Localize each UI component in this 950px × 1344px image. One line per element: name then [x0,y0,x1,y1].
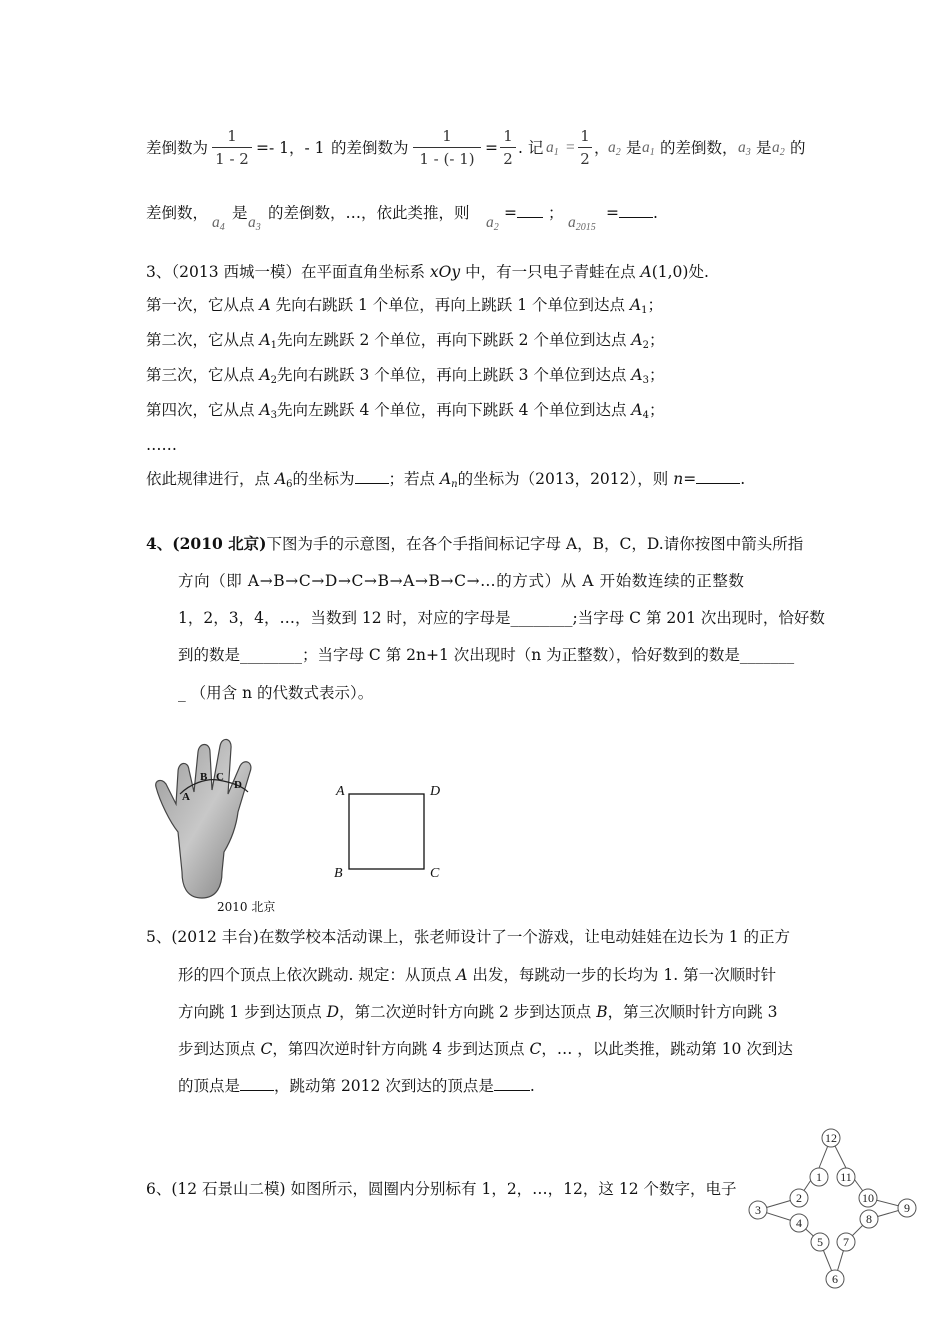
p2-line1-b: =- 1，- 1 [256,139,325,157]
p2-line1-h: 是 [756,139,772,157]
p3-header: 3、（2013 西城一模）在平面直角坐标系 xOy 中，有一只电子青蛙在点 A(1,0)处. [146,263,709,281]
p3-step-1: 第一次，它从点 A 先向右跳跃 1 个单位，再向上跳跃 1 个单位到达点 $A_1$； [146,296,664,316]
number-circle-diagram [740,1122,920,1302]
square-diagram [330,780,450,885]
hand-label-c: C [216,771,224,783]
circle-label-10: 10 [862,1191,874,1205]
p2-line1-g: 的差倒数， [660,139,738,157]
p2-line1-f: 是 [626,139,642,157]
circle-label-4: 4 [796,1216,802,1230]
circle-label-3: 3 [755,1203,761,1217]
p5-line-1: 5、(2012 丰台)在数学校本活动课上，张老师设计了一个游戏，让电动娃娃在边长为 1 的正方 [146,928,791,946]
var-a3: $a_3$ [738,139,751,158]
p3-question: 依此规律进行，点 $A_6$的坐标为 ；若点 $A_n$的坐标为（2013，2012），则 n= . [146,470,746,490]
hand-label-b: B [200,771,208,783]
p4-line-1: 4、(2010 北京)下图为手的示意图，在各个手指间标记字母 A，B，C，D.请你按图中箭头所指 [146,534,804,553]
p6-line-1: 6、(12 石景山二模) 如图所示，圆圈内分别标有 1，2，…，12，这 12 个数字，电子 [146,1180,737,1198]
var-a4: $a_4$ [212,214,225,233]
circle-label-1: 1 [816,1170,822,1184]
p5-line-4: 步到达顶点 C，第四次逆时针方向跳 4 步到达顶点 C，… ，以此类推，跳动第 10 次到达 [178,1040,793,1058]
p3-step-4: 第四次，它从点 $A_3$先向左跳跃 4 个单位，再向下跳跃 4 个单位到达点 $A_4$； [146,401,665,421]
square-label-d: D [430,784,441,799]
p3-step-2: 第二次，它从点 $A_1$先向左跳跃 2 个单位，再向下跳跃 2 个单位到达点 $A_2$； [146,331,665,351]
p4-line-4: 到的数是________；当字母 C 第 2n+1 次出现时（n 为正整数），恰好数到的数是_______ [178,646,795,664]
p3-step-3: 第三次，它从点 $A_2$先向右跳跃 3 个单位，再向上跳跃 3 个单位到达点 $A_3$； [146,366,665,386]
p5-line-5: 的顶点是 ，跳动第 2012 次到达的顶点是 . [178,1077,535,1095]
circle-label-8: 8 [866,1212,872,1226]
square-label-a: A [336,784,345,799]
square-label-b: B [334,866,343,881]
p2-line2-c: 的差倒数，…，依此类推，则 [268,204,470,222]
hand-illustration [150,732,265,902]
p3-ellipsis: …… [146,436,177,454]
fraction-2: 1 1 - (- 1) [413,127,481,168]
var-a2c: $a_2$ [486,214,499,233]
circle-label-9: 9 [904,1201,910,1215]
var-a1b: $a_1$ [642,139,655,158]
circle-label-11: 11 [840,1170,852,1184]
p2-line2-f: = . [606,204,658,222]
p5-line-3: 方向跳 1 步到达顶点 D，第二次逆时针方向跳 2 步到达顶点 B，第三次顺时针方向跳 3 [178,1003,778,1021]
var-a1: $a_1$ [546,139,559,158]
hand-label-d: D [234,779,242,791]
p2-line1-d: . 记 [518,139,544,157]
fraction-1: 1 1 - 2 [212,127,252,168]
var-a3b: $a_3$ [248,214,261,233]
p4-line-2: 方向（即 A→B→C→D→C→B→A→B→C→…的方式）从 A 开始数连续的正整数 [178,572,745,590]
var-a2b: $a_2$ [772,139,785,158]
p2-line1-i: 的 [790,139,806,157]
p2-line2-d: = [504,204,543,223]
p2-line2-b: 是 [232,204,248,222]
p4-line-3: 1，2，3，4，…，当数到 12 时，对应的字母是________;当字母 C 第 201 次出现时，恰好数 [178,609,825,627]
p5-line-2: 形的四个顶点上依次跳动. 规定：从顶点 A 出发，每跳动一步的长均为 1. 第一次顺时针 [178,966,777,984]
p2-line2-start: 差倒数， [146,204,209,222]
square-label-c: C [430,866,440,881]
p2-eq2: = [566,139,575,156]
circle-label-6: 6 [832,1272,838,1286]
circle-label-12: 12 [825,1131,837,1145]
fraction-3: 1 2 [500,127,516,168]
circle-label-7: 7 [843,1235,849,1249]
circle-label-5: 5 [817,1235,823,1249]
p2-line1-e: ， [594,139,610,157]
p2-eq: = [485,139,498,157]
p2-line1-start: 差倒数为 [146,139,209,157]
p4-line-5: _ （用含 n 的代数式表示）。 [178,684,374,702]
p2-line1-c: 的差倒数为 [331,139,409,157]
circle-label-2: 2 [796,1191,802,1205]
square [349,794,424,869]
hand-label-a: A [182,791,190,803]
var-a2015: $a_{2015}$ [568,214,596,233]
hand-caption: 2010 北京 [217,900,276,914]
fraction-4: 1 2 [578,127,592,168]
var-a2: $a_2$ [608,139,621,158]
p2-line2-e: ； [548,204,564,222]
